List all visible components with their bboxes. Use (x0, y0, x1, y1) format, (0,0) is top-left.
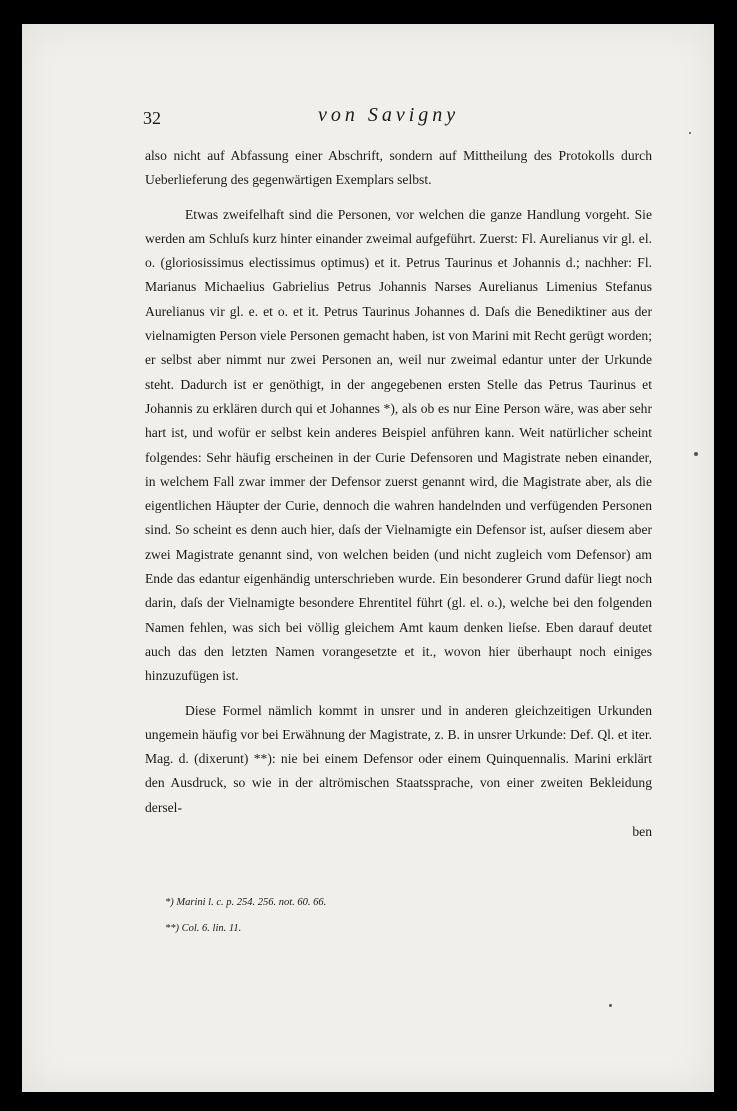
running-head-title: von Savigny (318, 104, 460, 126)
footnote-2: **) Col. 6. lin. 11. (165, 923, 242, 934)
footnotes (165, 890, 645, 942)
page-number: 32 (143, 108, 161, 128)
running-head (143, 104, 648, 136)
body-text (145, 144, 652, 844)
footnote-1: *) Marini l. c. p. 254. 256. not. 60. 66. (165, 897, 327, 908)
paragraph-1: also nicht auf Abfassung einer Abschrift, sondern auf Mittheilung des Protokolls durch Ueberlieferung des gegenwärtigen Exemplars selbst. (145, 148, 652, 188)
paragraph-2: Etwas zweifelhaft sind die Personen, vor welchen die ganze Handlung vorgeht. Sie werden am Schluſs kurz hinter einander zweimal aufgeführt. Zuerst: Fl. Aurelianus vir gl. el. o. (gloriosissimus electissimus optimus) et it. Petrus Taurinus et Johannis d.; nachher: Fl. Marianus Michaelius Gabrielius Petrus Johannis Narses Aurelianus Limenius Stefanus Aurelianus vir gl. e. et o. et it. Petrus Taurinus Johannes d. Daſs die Benediktiner aus der vielnamigten Person viele Personen gemacht haben, ist von Marini mit Recht gerügt worden; er selbst aber nimmt nur zwei Personen an, weil nur zweimal edantur unter der Urkunde steht. Dadurch ist er genöthigt, in der angegebenen ersten Stelle das Petrus Taurinus et Johannis zu erklären durch qui et Johannes *), als ob es nur Eine Person wäre, was aber sehr hart ist, und wofür er selbst kein anderes Beispiel anführen kann. Weit natürlicher scheint folgendes: Sehr häufig erscheinen in der Curie Defensoren und Magistrate neben einander, in welchem Fall zwar immer der Defensor zuerst genannt wird, die Magistrate aber, als die eigentlichen Häupter der Curie, dennoch die wahren handelnden und verfügenden Personen sind. So scheint es denn auch hier, daſs der Vielnamigte ein Defensor ist, auſser diesem aber zwei Magistrate genannt sind, von welchen beiden (und nicht zugleich vom Defensor) am Ende das edantur eigenhändig unterschrieben wurde. Ein besonderer Grund dafür liegt noch darin, daſs der Vielnamigte besondere Ehrentitel führt (gl. el. o.), welche bei den folgenden Namen fehlen, was sich bei völlig gleichem Amt kaum denken lieſse. Eben darauf deutet auch das den letzten Namen vorangesetzte et it., wovon hier überhaupt noch einiges hinzuzufügen ist. (145, 206, 652, 684)
paper-speck (689, 132, 691, 134)
paper-speck (694, 452, 698, 456)
paper-speck (609, 1004, 612, 1007)
catchword: ben (632, 824, 652, 840)
book-page (22, 24, 714, 1092)
paragraph-3: Diese Formel nämlich kommt in unsrer und in anderen gleichzeitigen Urkunden ungemein häufig vor bei Erwähnung der Magistrate, z. B. in unsrer Urkunde: Def. Ql. et iter. Mag. d. (dixerunt) **): nie bei einem Defensor oder einem Quinquennalis. Marini erklärt den Ausdruck, so wie in der altrömischen Staatssprache, von einer zweiten Bekleidung dersel- (145, 702, 652, 815)
